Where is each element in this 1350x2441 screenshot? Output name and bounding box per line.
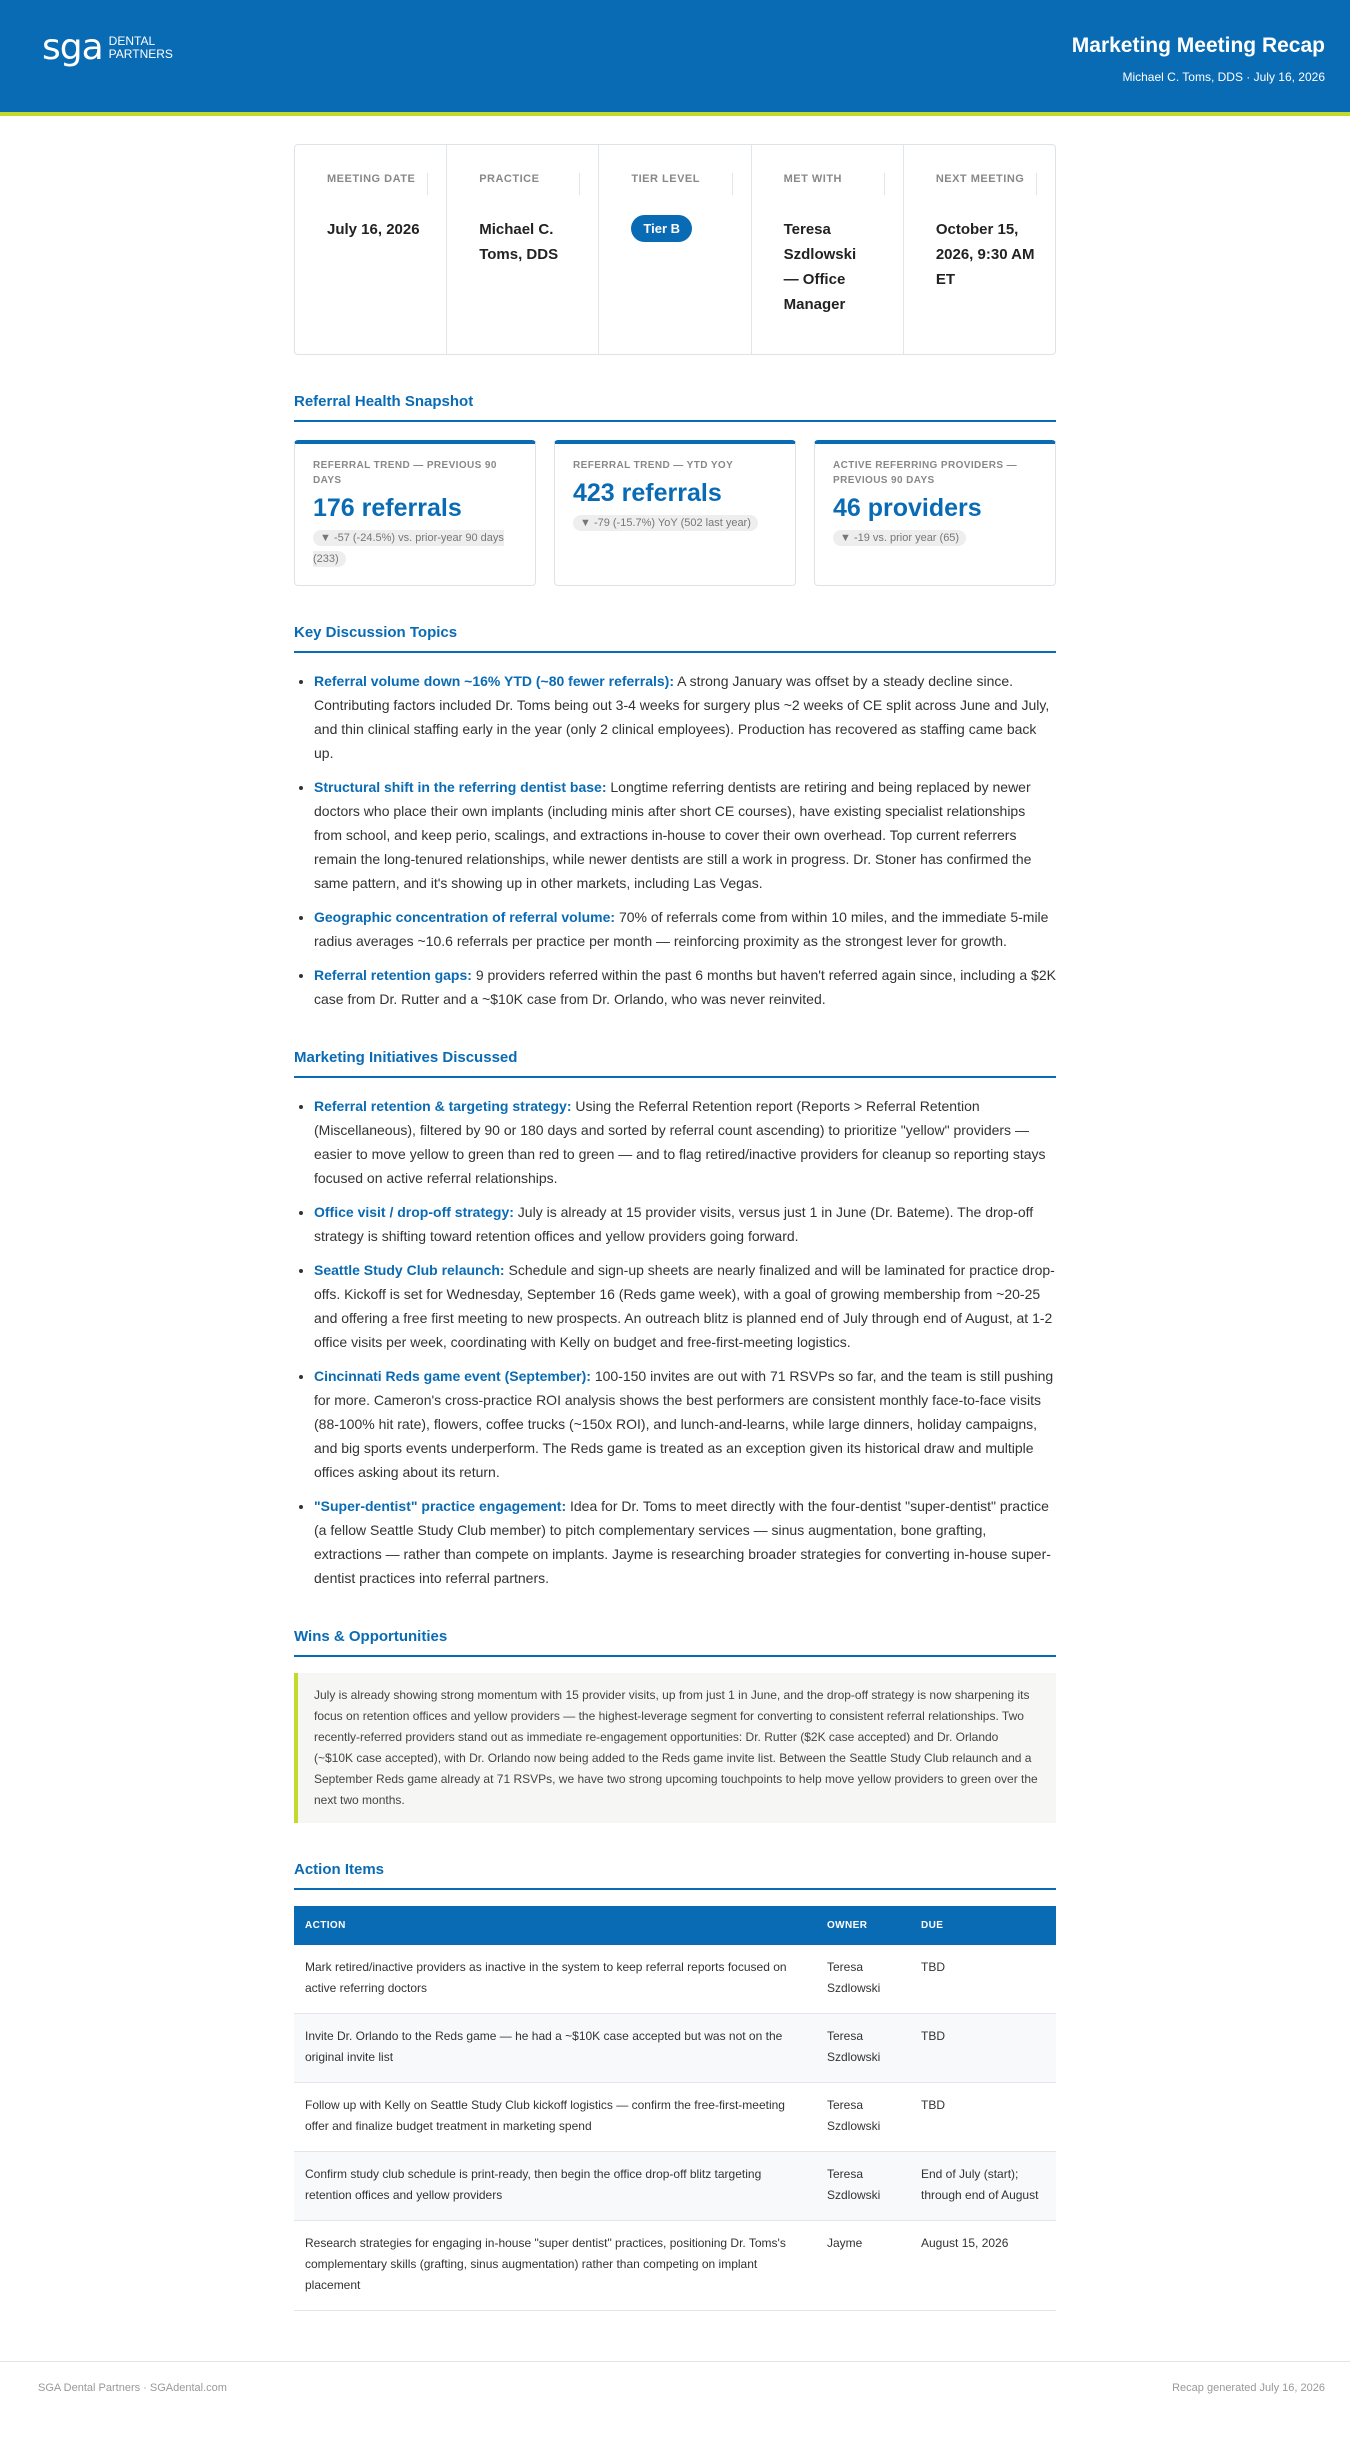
cell-owner: Teresa Szdlowski bbox=[816, 2152, 910, 2221]
table-row bbox=[294, 1945, 1056, 2014]
table-row bbox=[294, 2083, 1056, 2152]
item-lead: "Super-dentist" practice engagement: bbox=[314, 1498, 567, 1514]
card-value: 423 referrals bbox=[573, 479, 722, 507]
cell-due: TBD bbox=[910, 1945, 1056, 2014]
list-item bbox=[314, 1494, 1056, 1590]
column-header-action: ACTION bbox=[294, 1906, 816, 1945]
meta-label: NEXT MEETING bbox=[936, 173, 1037, 195]
item-text: 9 providers referred within the past 6 months but haven't referred again since, including a $2K case from Dr. Rutter and a ~$10K case from Dr. Orlando, who was never reinvited. bbox=[314, 967, 1056, 1007]
list-item bbox=[314, 775, 1056, 895]
meta-label: MET WITH bbox=[784, 173, 885, 195]
page-footer bbox=[0, 2361, 1350, 2441]
footer-company-link[interactable]: SGA Dental Partners · SGAdental.com bbox=[38, 2382, 227, 2394]
cell-action: Follow up with Kelly on Seattle Study Club kickoff logistics — confirm the free-first-meeting offer and finalize budget treatment in marketing spend bbox=[294, 2083, 816, 2152]
main-content bbox=[294, 144, 1056, 2311]
list-item bbox=[314, 1364, 1056, 1484]
section-title-wins: Wins & Opportunities bbox=[294, 1628, 1056, 1657]
list-item bbox=[314, 1258, 1056, 1354]
cell-action: Invite Dr. Orlando to the Reds game — he had a ~$10K case accepted but was not on the original invite list bbox=[294, 2014, 816, 2083]
section-title-snapshot: Referral Health Snapshot bbox=[294, 393, 1056, 422]
logo-line-1: DENTAL bbox=[108, 34, 156, 48]
table-row bbox=[294, 2152, 1056, 2221]
card-label: REFERRAL TREND — YTD YOY bbox=[573, 460, 734, 471]
cell-due: End of July (start); through end of August bbox=[910, 2152, 1056, 2221]
cell-due: TBD bbox=[910, 2014, 1056, 2083]
initiatives-list bbox=[294, 1094, 1056, 1590]
list-item bbox=[314, 1094, 1056, 1190]
section-title-topics: Key Discussion Topics bbox=[294, 624, 1056, 653]
item-lead: Seattle Study Club relaunch: bbox=[314, 1262, 505, 1278]
card-delta: ▼ -79 (-15.7%) YoY (502 last year) bbox=[573, 515, 758, 531]
item-text: Schedule and sign-up sheets are nearly finalized and will be laminated for practice drop-offs. Kickoff is set for Wednesday, September 16 (Reds game week), with a goal of growing membership from ~20-25 and offering a free first meeting to new prospects. An outreach blitz is planned end of July through end of August, at 1-2 office visits per week, coordinating with Kelly on budget and free-first-meeting logistics. bbox=[314, 1262, 1055, 1350]
item-lead: Structural shift in the referring dentist base: bbox=[314, 779, 607, 795]
card-delta: ▼ -57 (-24.5%) vs. prior-year 90 days (233) bbox=[313, 532, 504, 565]
footer-generated-date: Recap generated July 16, 2026 bbox=[1172, 2382, 1325, 2394]
meta-tier-level bbox=[598, 145, 750, 354]
item-lead: Referral volume down ~16% YTD (~80 fewer referrals): bbox=[314, 673, 674, 689]
snapshot-card bbox=[554, 440, 796, 586]
list-item bbox=[314, 1200, 1056, 1248]
meta-label: TIER LEVEL bbox=[631, 173, 732, 195]
meta-value: October 15, 2026, 9:30 AM ET bbox=[935, 221, 1035, 288]
cell-owner: Teresa Szdlowski bbox=[816, 2083, 910, 2152]
item-lead: Referral retention & targeting strategy: bbox=[314, 1098, 572, 1114]
list-item bbox=[314, 963, 1056, 1011]
item-lead: Office visit / drop-off strategy: bbox=[314, 1204, 514, 1220]
item-text: Longtime referring dentists are retiring and being replaced by newer doctors who place their own implants (including minis after short CE courses), have existing specialist relationships from school, and keep perio, scalings, and extractions in-house to cover their own overhead. Top current referrers remain the long-tenured relationships, while newer dentists are still a work in progress. Dr. Stoner has confirmed the same pattern, and it's showing up in other markets, including Las Vegas. bbox=[314, 779, 1032, 891]
action-items-table bbox=[294, 1906, 1056, 2311]
card-label: ACTIVE REFERRING PROVIDERS — PREVIOUS 90 DAYS bbox=[833, 460, 1017, 486]
item-text: 100-150 invites are out with 71 RSVPs so far, and the team is still pushing for more. Cameron's cross-practice ROI analysis shows the best performers are consistent monthly face-to-face visits (88-100% hit rate), flowers, coffee trucks (~150x ROI), and lunch-and-learns, while large dinners, holiday campaigns, and big sports events underperform. The Reds game is treated as an exception given its historical draw and multiple offices asking about its return. bbox=[314, 1368, 1054, 1480]
card-delta: ▼ -19 vs. prior year (65) bbox=[833, 530, 966, 546]
logo-subtext bbox=[109, 35, 173, 61]
header-titles bbox=[1072, 34, 1325, 84]
meta-value: Michael C. Toms, DDS bbox=[479, 221, 559, 263]
snapshot-card bbox=[814, 440, 1056, 586]
item-lead: Cincinnati Reds game event (September): bbox=[314, 1368, 591, 1384]
section-title-actions: Action Items bbox=[294, 1861, 1056, 1890]
column-header-owner: OWNER bbox=[816, 1906, 910, 1945]
wins-callout: July is already showing strong momentum with 15 provider visits, up from just 1 in June, and the drop-off strategy is now sharpening its focus on retention offices and yellow providers — the highest-leverage segment for converting to consistent referral relationships. Two recently-referred providers stand out as immediate re-engagement opportunities: Dr. Rutter ($2K case accepted) and Dr. Orlando (~$10K case accepted), with Dr. Orlando now being added to the Reds game invite list. Between the Seattle Study Club relaunch and a September Reds game already at 71 RSVPs, we have two strong upcoming touchpoints to help move yellow providers to green over the next two months. bbox=[294, 1673, 1056, 1823]
table-row bbox=[294, 2221, 1056, 2311]
item-text: Using the Referral Retention report (Reports > Referral Retention (Miscellaneous), filtered by 90 or 180 days and sorted by referral count ascending) to prioritize "yellow" providers — easier to move yellow to green than red to green — and to flag retired/inactive providers for cleanup so reporting stays focused on active referral relationships. bbox=[314, 1098, 1046, 1186]
item-text: A strong January was offset by a steady decline since. Contributing factors included Dr. Toms being out 3-4 weeks for surgery plus ~2 weeks of CE split across June and July, and thin clinical staffing early in the year (only 2 clinical employees). Production has recovered as staffing came back up. bbox=[314, 673, 1050, 761]
cell-owner: Teresa Szdlowski bbox=[816, 1945, 910, 2014]
tier-badge: Tier B bbox=[631, 215, 692, 242]
table-row bbox=[294, 2014, 1056, 2083]
meeting-meta-card bbox=[294, 144, 1056, 355]
meta-practice bbox=[446, 145, 598, 354]
snapshot-card bbox=[294, 440, 536, 586]
logo-mark: sga bbox=[42, 27, 103, 68]
card-value: 176 referrals bbox=[313, 494, 462, 522]
cell-action: Research strategies for engaging in-house "super dentist" practices, positioning Dr. Toms's complementary skills (grafting, sinus augmentation) rather than competing on implant placement bbox=[294, 2221, 816, 2311]
meta-next-meeting bbox=[903, 145, 1055, 354]
topics-list bbox=[294, 669, 1056, 1011]
meta-meeting-date bbox=[295, 145, 446, 354]
card-value: 46 providers bbox=[833, 494, 982, 522]
meta-value: Teresa Szdlowski — Office Manager bbox=[783, 221, 857, 313]
item-text: July is already at 15 provider visits, versus just 1 in June (Dr. Bateme). The drop-off strategy is shifting toward retention offices and yellow providers going forward. bbox=[314, 1204, 1034, 1244]
page-header bbox=[0, 0, 1350, 112]
company-logo bbox=[42, 27, 173, 68]
cell-owner: Teresa Szdlowski bbox=[816, 2014, 910, 2083]
cell-due: TBD bbox=[910, 2083, 1056, 2152]
meta-value: July 16, 2026 bbox=[327, 221, 420, 238]
header-accent-stripe bbox=[0, 112, 1350, 116]
page-title: Marketing Meeting Recap bbox=[1071, 34, 1325, 57]
cell-owner: Jayme bbox=[816, 2221, 910, 2311]
meta-label: MEETING DATE bbox=[327, 173, 428, 195]
list-item bbox=[314, 669, 1056, 765]
snapshot-cards bbox=[294, 440, 1056, 586]
section-title-initiatives: Marketing Initiatives Discussed bbox=[294, 1049, 1056, 1078]
item-text: 70% of referrals come from within 10 miles, and the immediate 5-mile radius averages ~10.6 referrals per practice per month — reinforcing proximity as the strongest lever for growth. bbox=[314, 909, 1049, 949]
cell-action: Mark retired/inactive providers as inactive in the system to keep referral reports focused on active referring doctors bbox=[294, 1945, 816, 2014]
item-text: Idea for Dr. Toms to meet directly with the four-dentist "super-dentist" practice (a fellow Seattle Study Club member) to pitch complementary services — sinus augmentation, bone grafting, extractions — rather than compete on implants. Jayme is researching broader strategies for converting in-house super-dentist practices into referral partners. bbox=[314, 1498, 1051, 1586]
item-lead: Geographic concentration of referral volume: bbox=[314, 909, 616, 925]
page-subtitle: Michael C. Toms, DDS · July 16, 2026 bbox=[1122, 70, 1325, 84]
item-lead: Referral retention gaps: bbox=[314, 967, 472, 983]
column-header-due: DUE bbox=[910, 1906, 1056, 1945]
cell-due: August 15, 2026 bbox=[910, 2221, 1056, 2311]
logo-line-2: PARTNERS bbox=[108, 47, 173, 61]
meta-label: PRACTICE bbox=[479, 173, 580, 195]
list-item bbox=[314, 905, 1056, 953]
card-label: REFERRAL TREND — PREVIOUS 90 DAYS bbox=[313, 460, 497, 486]
table-header-row bbox=[294, 1906, 1056, 1945]
meta-met-with bbox=[751, 145, 903, 354]
cell-action: Confirm study club schedule is print-ready, then begin the office drop-off blitz targeting retention offices and yellow providers bbox=[294, 2152, 816, 2221]
